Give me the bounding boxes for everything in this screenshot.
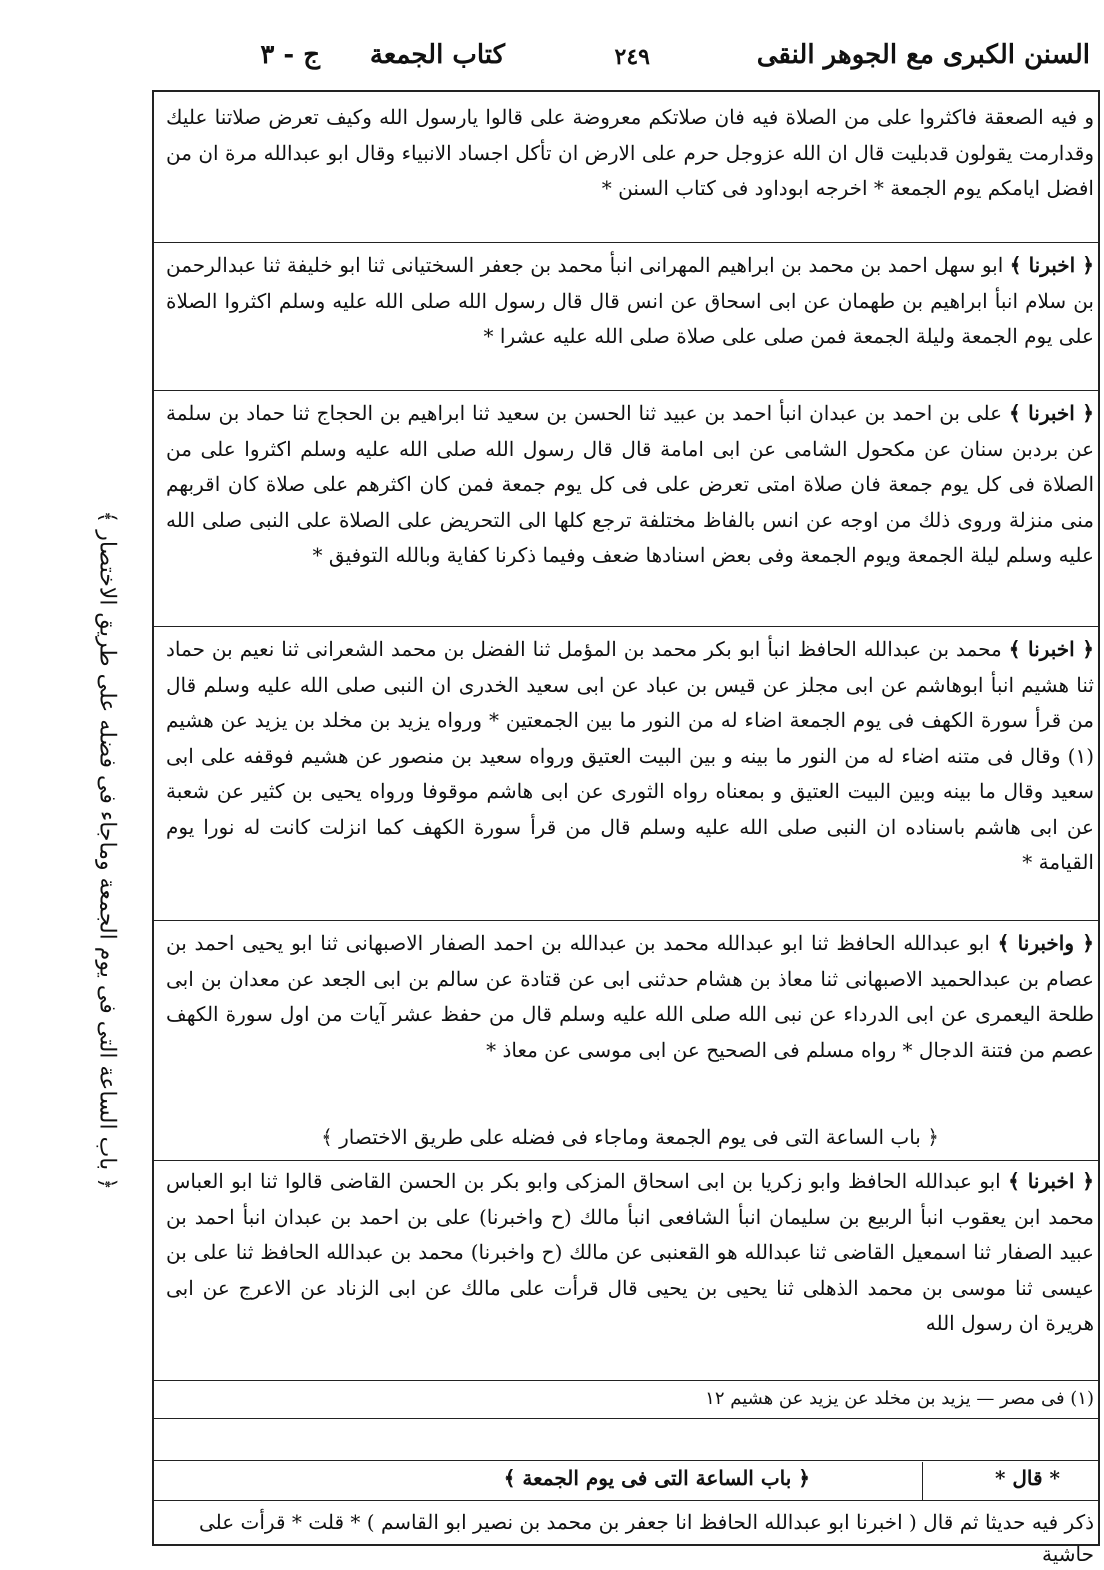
column-divider bbox=[922, 1462, 923, 1500]
commentary-text: ذكر فيه حديثا ثم قال ( اخبرنا ابو عبدالله الحافظ انا جعفر بن محمد بن نصير ابو القاسم ) * قلت * قرأت على حاشية bbox=[198, 1510, 1094, 1566]
paragraph-text: و فيه الصعقة فاكثروا على من الصلاة فيه فان صلاتكم معروضة على قالوا يارسول الله وكيف تعرض صلاتنا عليك وقدارمت يقولون قدبليت قال ان الله عزوجل حرم على الارض ان تأكل اجساد الانبياء وقال ابو عبدالله مرة ان من افضل ايامكم يوم الجمعة * اخرجه ابوداود فى كتاب السنن * bbox=[166, 105, 1094, 200]
divider-line bbox=[152, 920, 1100, 921]
paragraph-text: ابو عبدالله الحافظ وابو زكريا بن ابى اسحاق المزكى وابو بكر بن الحسن القاضى قالوا ثنا ابو العباس محمد ابن يعقوب انبأ الربيع بن سليمان انبأ الشافعى انبأ مالك (ح واخبرنا) على بن احمد بن عبدان انبأ احمد بن عبيد الصفار ثنا اسمعيل القاضى ثنا عبدالله هو القعنبى عن مالك (ح واخبرنا) محمد بن عبدالله الحافظ ثنا على بن عيسى ثنا موسى بن محمد الذهلى ثنا يحيى بن يحيى قال قرأت على مالك عن ابى الزناد عن الاعرج عن ابى هريرة ان رسول الله bbox=[166, 1169, 1094, 1335]
paragraph-text: ابو عبدالله الحافظ ثنا ابو عبدالله محمد بن عبدالله بن احمد الصفار الاصبهانى ثنا ابو يحيى احمد بن عصام بن عبدالحميد الاصبهانى ثنا معاذ بن هشام حدثنى ابى عن قتادة عن سالم بن ابى الجعد عن معدان بن ابى طلحة اليعمرى عن ابى الدرداء عن نبى الله صلى الله عليه وسلم قال من حفظ عشر آيات من اول سورة الكهف عصم من فتنة الدجال * رواه مسلم فى الصحيح عن ابى موسى عن معاذ * bbox=[166, 931, 1094, 1062]
paragraph-text: ابو سهل احمد بن محمد بن ابراهيم المهرانى انبأ محمد بن جعفر السختيانى ثنا ابو خليفة ثنا عبدالرحمن بن سلام انبأ ابراهيم بن طهمان عن ابى اسحاق عن انس قال قال رسول الله صلى الله عليه وسلم اكثروا الصلاة على يوم الجمعة وليلة الجمعة فمن صلى على صلاة صلى الله عليه عشرا * bbox=[166, 253, 1094, 348]
page-header bbox=[130, 40, 1090, 86]
paragraph-text: محمد بن عبدالله الحافظ انبأ ابو بكر محمد بن المؤمل ثنا الفضل بن محمد الشعرانى ثنا نعيم بن حماد ثنا هشيم انبأ ابوهاشم عن ابى مجلز عن قيس بن عباد عن ابى سعيد الخدرى ان النبى صلى الله عليه وسلم قال من قرأ سورة الكهف فى يوم الجمعة اضاء له من النور ما بين الجمعتين * ورواه يزيد بن مخلد بن يزيد عن هشيم (١) وقال فى متنه اضاء له من النور ما بينه و بين البيت العتيق ورواه سعيد بن منصور عن هشيم فوقفه على ابى سعيد وقال ما بينه وبين البيت العتيق و بمعناه رواه الثورى عن ابى هاشم موقوفا ورواه يحيى بن كثير عن شعبة عن ابى هاشم باسناده ان النبى صلى الله عليه وسلم قال من قرأ سورة الكهف كما انزلت كانت له نورا يوم القيامة * bbox=[166, 637, 1094, 874]
commentary-title: ﴿ باب الساعة التى فى يوم الجمعة ﴾ bbox=[503, 1466, 810, 1490]
hadith-marker: ﴿ اخبرنا ﴾ bbox=[1008, 401, 1095, 425]
side-note bbox=[62, 510, 152, 1190]
paragraph-7 bbox=[166, 1164, 1094, 1342]
page-number: ٢٤٩ bbox=[614, 44, 650, 70]
paragraph-5 bbox=[166, 926, 1094, 1068]
hadith-marker: ﴿ اخبرنا ﴾ bbox=[1009, 253, 1095, 277]
commentary-header bbox=[152, 1462, 1100, 1502]
commentary-qal: * قال * bbox=[994, 1466, 1060, 1490]
hadith-marker: ﴿ اخبرنا ﴾ bbox=[1008, 1169, 1095, 1193]
volume-number: ج - ٣ bbox=[260, 40, 320, 70]
divider-line bbox=[152, 242, 1100, 243]
hadith-marker: ﴿ اخبرنا ﴾ bbox=[1008, 637, 1094, 661]
book-title: كتاب الجمعة bbox=[369, 40, 505, 70]
divider-line bbox=[152, 1160, 1100, 1161]
paragraph-3 bbox=[166, 396, 1094, 574]
paragraph-4 bbox=[166, 632, 1094, 881]
divider-line bbox=[152, 1460, 1100, 1461]
chapter-heading-text: ﴿ باب الساعة التى فى يوم الجمعة وماجاء فى فضله على طريق الاختصار ﴾ bbox=[321, 1125, 939, 1149]
divider-line bbox=[152, 1500, 1100, 1501]
hadith-marker: ﴿ واخبرنا ﴾ bbox=[997, 931, 1095, 955]
paragraph-text: على بن احمد بن عبدان انبأ احمد بن عبيد ثنا الحسن بن سعيد ثنا ابراهيم بن الحجاج ثنا حماد بن سلمة عن بردبن سنان عن مكحول الشامى عن ابى امامة قال قال رسول الله صلى الله عليه وسلم اكثروا على من الصلاة فى كل يوم جمعة فان صلاة امتى تعرض على فى كل يوم جمعة فمن كان اكثرهم على صلاة كان اقربهم منى منزلة وروى ذلك من اوجه عن انس بالفاظ مختلفة ترجع كلها الى التحريض على الصلاة على النبى صلى الله عليه وسلم ليلة الجمعة ويوم الجمعة وفى بعض اسنادها ضعف وفيما ذكرنا كفاية وبالله التوفيق * bbox=[166, 401, 1094, 567]
running-title: السنن الكبرى مع الجوهر النقى bbox=[756, 40, 1090, 70]
footnote: (١) فى مصر — يزيد بن مخلد عن يزيد عن هشيم ١٢ bbox=[705, 1388, 1094, 1409]
chapter-heading bbox=[166, 1120, 1094, 1156]
divider-line bbox=[152, 390, 1100, 391]
paragraph-2 bbox=[166, 248, 1094, 355]
side-note-text: ﴿ باب الساعة التى فى يوم الجمعة وماجاء فى فضله على طريق الاختصار ﴾ bbox=[94, 510, 120, 1190]
divider-line bbox=[152, 1418, 1100, 1419]
paragraph-1 bbox=[166, 100, 1094, 207]
divider-line bbox=[152, 626, 1100, 627]
divider-line bbox=[152, 1380, 1100, 1381]
